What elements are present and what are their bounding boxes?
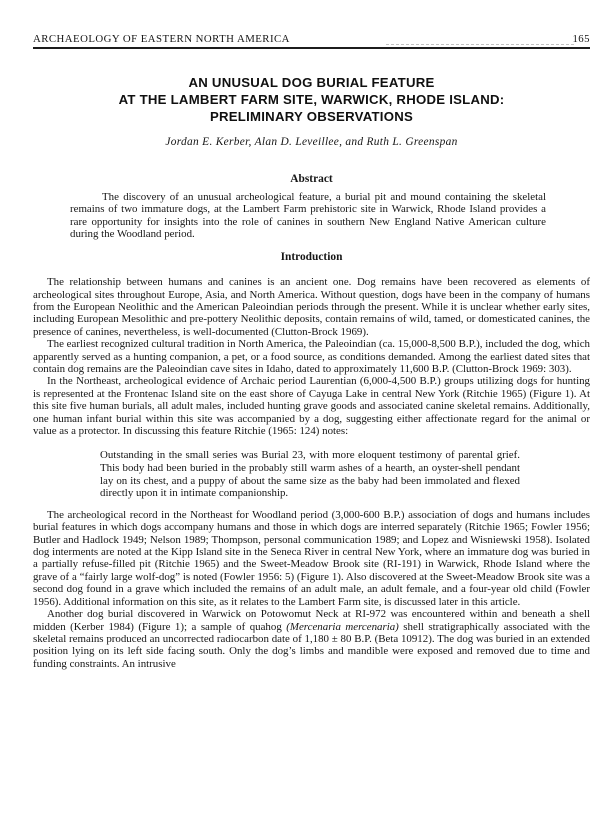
- journal-title: ARCHAEOLOGY OF EASTERN NORTH AMERICA: [33, 33, 290, 45]
- article-title-line-3: PRELIMINARY OBSERVATIONS: [209, 109, 414, 124]
- article-title-line-2: AT THE LAMBERT FARM SITE, WARWICK, RHODE ISLAND:: [118, 92, 505, 107]
- species-latin-name: (Mercenaria mercenaria): [286, 620, 399, 633]
- paragraph-5-text: Another dog burial discovered in Warwick on Potowomut Neck at RI-972 was encountered within and beneath a shell midden (Kerber 1984) (Figure 1); a sample of quahog: [33, 608, 590, 633]
- article-title: [33, 74, 590, 125]
- abstract-text: The discovery of an unusual archeological feature, a burial pit and mound containing the skeletal remains of two immature dogs, at the Lambert Farm prehistoric site in Warwick, Rhode Island provides a rare opportunity for insights into the role of canines in southern New England Native American culture during the Woodland period.: [70, 191, 546, 240]
- paragraph-5-continued: shell stratigraphically associated with the skeletal remains produced an uncorrected radiocarbon date of 1,180 ± 80 B.P. (Beta 10912). The dog was buried in an extended position lying on its left side facing south. Only the dog’s limbs and mandible were exposed and removed due to time and funding constraints. An intrusive: [33, 620, 590, 670]
- paragraph-4: The archeological record in the Northeast for Woodland period (3,000-600 B.P.) association of dogs and humans includes burial features in which dogs accompany humans and those in which dogs are interred separately (Ritchie 1965; Fowler 1956; Butler and Hadlock 1949; Nelson 1989; Thompson, personal communication 1989; and Lopez and Wisniewski 1958). Isolated dog interments are noted at the Kipp Island site in the Seneca River in central New York, where an immature dog was buried in a partially refuse-filled pit (Ritchie 1965) and the Sweet-Meadow Brook site (RI-191) in Warwick, Rhode Island where the grave of a “fairly large wolf-dog” is noted (Fowler 1956: 5) (Figure 1). Also discovered at the Sweet-Meadow Brook site was a second dog found in a grave which included the remains of an adult male, an adult female, and a four-year old child (Fowler 1956). Additional information on this site, as it relates to the Lambert Farm site, is discussed later in this article.: [33, 508, 590, 608]
- authors-line: Jordan E. Kerber, Alan D. Leveillee, and Ruth L. Greenspan: [165, 136, 458, 148]
- paragraph-2: The earliest recognized cultural tradition in North America, the Paleoindian (ca. 15,000-8,500 B.P.), included the dog, which apparently served as a hunting companion, a pet, or a food source, as conditions demanded. Among the earliest dated sites that contain dog remains are the Paleoindian cave sites in Idaho, dated to approximately 11,600 B.P. (Clutton-Brock 1969: 303).: [33, 338, 590, 376]
- article-title-line-1: AN UNUSUAL DOG BURIAL FEATURE: [188, 75, 435, 90]
- header-rule: [33, 47, 590, 49]
- abstract-heading: Abstract: [290, 173, 333, 185]
- page-number: 165: [572, 33, 590, 45]
- scan-artifact-line: [386, 44, 574, 45]
- paragraph-5: [33, 608, 590, 670]
- paragraph-3: In the Northeast, archeological evidence of Archaic period Laurentian (6,000-4,500 B.P.) groups utilizing dogs for hunting is represented at the Frontenac Island site on the east shore of Cayuga Lake in central New York (Ritchie 1965) (Figure 1). At this site five human burials, all adult males, included hunting grave goods and associated canine skeletal remains. Additionally, one human infant burial within this site was accompanied by a dog, suggesting either affectionate regard for the animal or value as a protector. In discussing this feature Ritchie (1965: 124) notes:: [33, 375, 590, 438]
- paragraph-1: The relationship between humans and canines is an ancient one. Dog remains have been recovered as elements of archeological sites throughout Europe, Asia, and North America. Without question, dogs have been in the company of humans from the European Neolithic and the American Paleoindian periods through the present. While it is unclear whether early sites, including European Mesolithic and pre-pottery Neolithic deposits, contain remains of wild, tamed, or domesticated canines, the presence of canines, nevertheless, is well-documented (Clutton-Brock 1969).: [33, 276, 590, 338]
- introduction-heading: Introduction: [280, 251, 343, 264]
- introduction-body: [33, 276, 590, 670]
- ritchie-block-quote: Outstanding in the small series was Burial 23, with more eloquent testimony of parental grief. This body had been buried in the probably still warm ashes of a hearth, an oyster-shell pendant lay on its chest, and a puppy of about the same size as the baby had been immolated and flexed directly upon it in intimate companionship.: [100, 449, 520, 500]
